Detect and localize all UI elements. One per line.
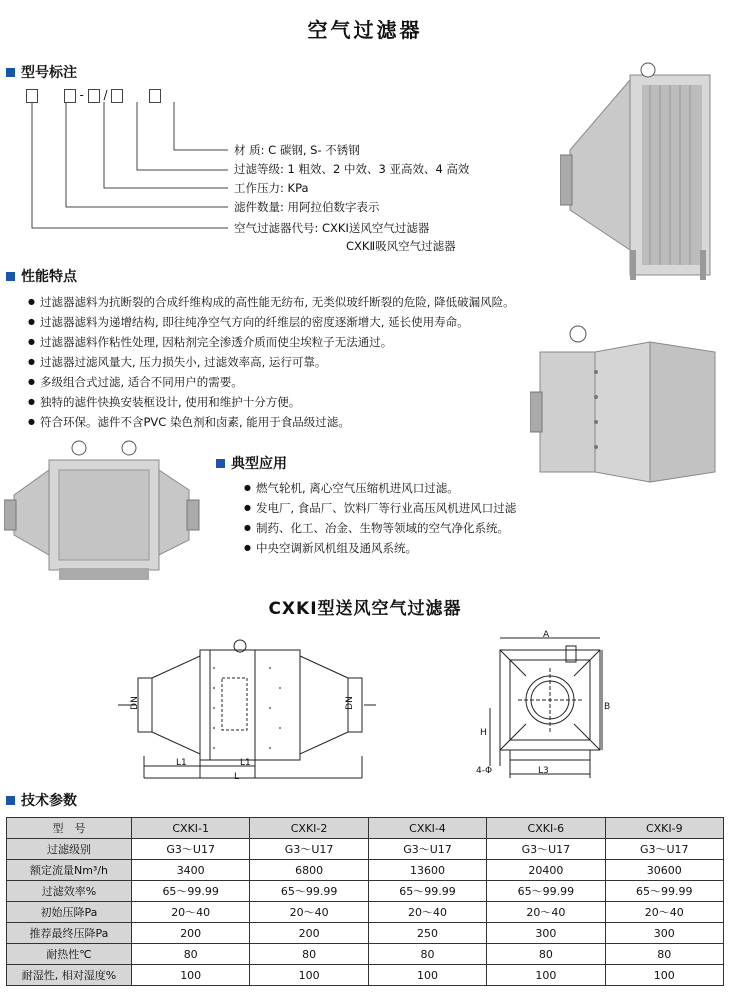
table-row	[7, 965, 724, 986]
applications-heading	[216, 453, 287, 473]
table-cell: 13600	[368, 860, 486, 881]
table-cell: G3～U17	[368, 839, 486, 860]
model-line-code2: CXKⅡ吸风空气过滤器	[346, 239, 456, 253]
table-row	[7, 923, 724, 944]
table-cell: 80	[487, 944, 605, 965]
a-label: A	[543, 630, 550, 640]
feature-item: ● 过滤器滤料为递增结构, 即往纯净空气方向的纤维层的密度逐渐增大, 延长使用寿命。	[28, 312, 515, 332]
table-cell: 300	[487, 923, 605, 944]
table-cell: 20～40	[487, 902, 605, 923]
feature-item: ● 多级组合式过滤, 适合不同用户的需要。	[28, 372, 515, 392]
filter-photo-2	[530, 322, 720, 492]
table-cell: 100	[605, 965, 723, 986]
section-marker-icon	[6, 272, 15, 281]
table-header-cell: CXKⅠ-4	[368, 818, 486, 839]
table-cell: 20～40	[250, 902, 368, 923]
model-line-pressure: 工作压力: KPa	[234, 181, 309, 195]
row-label: 耐湿性, 相对湿度%	[7, 965, 132, 986]
table-cell: 80	[250, 944, 368, 965]
table-cell: 3400	[132, 860, 250, 881]
application-item: ● 发电厂, 食品厂、饮料厂等行业高压风机进风口过滤	[244, 498, 516, 518]
row-label: 额定流量Nm³/h	[7, 860, 132, 881]
specs-heading	[6, 790, 77, 810]
table-cell: 100	[368, 965, 486, 986]
table-cell: 20～40	[368, 902, 486, 923]
specs-heading-text: 技术参数	[21, 793, 77, 809]
dn-right-label: DN	[344, 696, 355, 710]
table-cell: 80	[368, 944, 486, 965]
model-line-grade: 过滤等级: 1 粗效、2 中效、3 亚高效、4 高效	[234, 162, 470, 176]
specs-table	[6, 817, 724, 986]
model-line-code: 空气过滤器代号: CXKⅠ送风空气过滤器	[234, 221, 430, 235]
table-row	[7, 860, 724, 881]
l-label: L	[234, 772, 240, 782]
b-label: B	[604, 702, 611, 712]
table-cell: 6800	[250, 860, 368, 881]
feature-item: ● 过滤器滤料作粘性处理, 因粘剂完全渗透介质而使尘埃粒子无法通过。	[28, 332, 515, 352]
table-row	[7, 944, 724, 965]
table-header-cell: CXKⅠ-6	[487, 818, 605, 839]
table-cell: G3～U17	[132, 839, 250, 860]
table-cell: 65～99.99	[250, 881, 368, 902]
features-list	[28, 292, 515, 432]
table-cell: 65～99.99	[605, 881, 723, 902]
row-label: 耐热性℃	[7, 944, 132, 965]
table-cell: 30600	[605, 860, 723, 881]
table-cell: 100	[132, 965, 250, 986]
table-cell: 300	[605, 923, 723, 944]
drawing-title: CXKⅠ型送风空气过滤器	[268, 599, 462, 619]
features-heading	[6, 266, 77, 286]
table-cell: 200	[132, 923, 250, 944]
table-header-label: 型 号	[7, 818, 132, 839]
dn-left-label: DN	[129, 696, 140, 710]
table-header-cell: CXKⅠ-2	[250, 818, 368, 839]
section-marker-icon	[6, 796, 15, 805]
table-cell: 200	[250, 923, 368, 944]
filter-photo-3	[4, 440, 204, 585]
row-label: 初始压降Pa	[7, 902, 132, 923]
table-row	[7, 881, 724, 902]
model-line-material: 材 质: C 碳钢, S- 不锈钢	[234, 143, 360, 157]
table-row	[7, 839, 724, 860]
application-item: ● 中央空调新风机组及通风系统。	[244, 538, 516, 558]
model-heading-text: 型号标注	[21, 65, 77, 81]
model-heading	[6, 62, 77, 82]
table-cell: 20～40	[605, 902, 723, 923]
holes-label: 4-Φ	[476, 766, 493, 776]
table-cell: 80	[605, 944, 723, 965]
table-cell: 65～99.99	[487, 881, 605, 902]
code-separator-slash: /	[103, 88, 108, 102]
section-marker-icon	[216, 459, 225, 468]
feature-item: ● 符合环保。滤件不含PVC 染色剂和卤素, 能用于食品级过滤。	[28, 412, 515, 432]
table-header-cell: CXKⅠ-1	[132, 818, 250, 839]
filter-photo-1	[560, 60, 720, 290]
table-cell: G3～U17	[487, 839, 605, 860]
page-title: 空气过滤器	[307, 18, 423, 42]
feature-item: ● 过滤器滤料为抗断裂的合成纤维构成的高性能无纺布, 无类似玻纤断裂的危险, 降低破漏风险。	[28, 292, 515, 312]
application-item: ● 制药、化工、冶金、生物等领域的空气净化系统。	[244, 518, 516, 538]
table-header-cell: CXKⅠ-9	[605, 818, 723, 839]
model-line-count: 滤件数量: 用阿拉伯数字表示	[234, 200, 380, 214]
features-heading-text: 性能特点	[21, 269, 77, 285]
table-cell: 250	[368, 923, 486, 944]
applications-heading-text: 典型应用	[231, 456, 287, 472]
row-label: 推荐最终压降Pa	[7, 923, 132, 944]
table-cell: 65～99.99	[368, 881, 486, 902]
table-cell: 80	[132, 944, 250, 965]
row-label: 过滤效率%	[7, 881, 132, 902]
table-cell: 100	[250, 965, 368, 986]
model-leader-lines	[0, 100, 240, 250]
table-cell: 20400	[487, 860, 605, 881]
table-header-row	[7, 818, 724, 839]
section-marker-icon	[6, 68, 15, 77]
table-cell: 100	[487, 965, 605, 986]
l1-left-label: L1	[176, 758, 187, 768]
table-cell: 20～40	[132, 902, 250, 923]
application-item: ● 燃气轮机, 离心空气压缩机进风口过滤。	[244, 478, 516, 498]
table-cell: G3～U17	[250, 839, 368, 860]
table-cell: 65～99.99	[132, 881, 250, 902]
applications-list	[244, 478, 516, 558]
l1-right-label: L1	[240, 758, 251, 768]
code-separator-dash: -	[79, 88, 84, 102]
h-label: H	[480, 728, 487, 738]
feature-item: ● 过滤器过滤风量大, 压力损失小, 过滤效率高, 运行可靠。	[28, 352, 515, 372]
row-label: 过滤级别	[7, 839, 132, 860]
table-cell: G3～U17	[605, 839, 723, 860]
feature-item: ● 独特的滤件快换安装框设计, 使用和维护十分方便。	[28, 392, 515, 412]
table-row	[7, 902, 724, 923]
l3-label: L3	[538, 766, 549, 776]
